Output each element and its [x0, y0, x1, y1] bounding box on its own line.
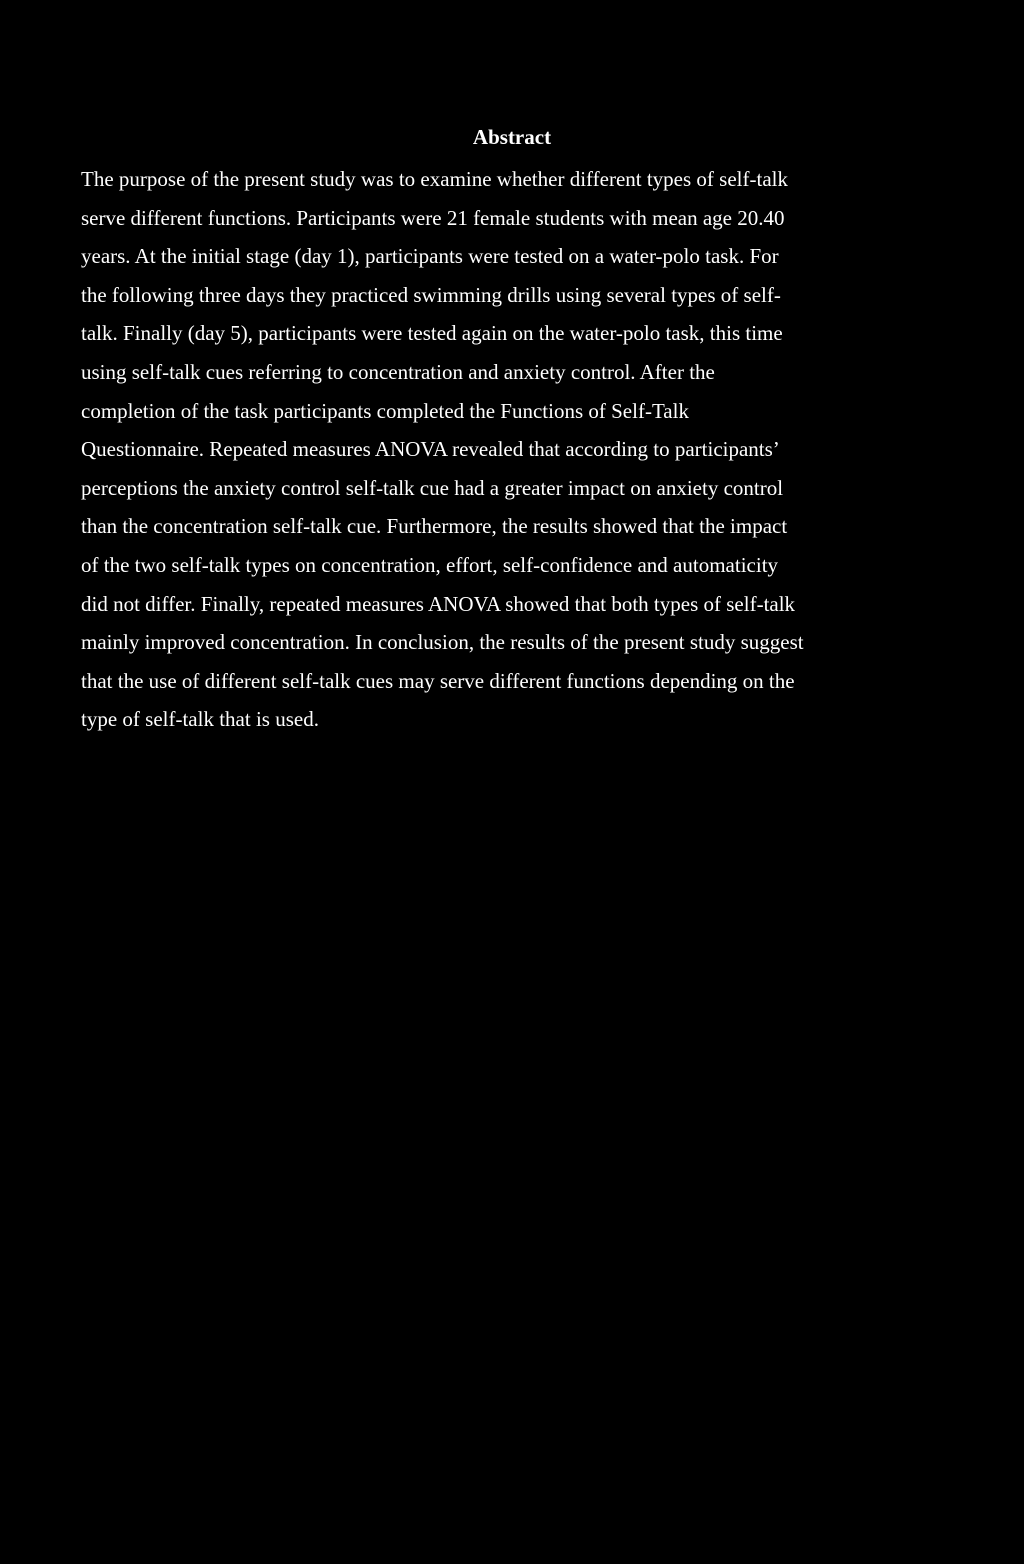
paragraph-line: talk. Finally (day 5), participants were tested again on the water-polo task, this time: [81, 321, 783, 346]
paragraph-line: years. At the initial stage (day 1), participants were tested on a water-polo task. For: [81, 244, 779, 269]
paragraph-line: using self-talk cues referring to concentration and anxiety control. After the: [81, 359, 715, 384]
paragraph-line: completion of the task participants completed the Functions of Self-Talk: [81, 398, 689, 423]
paragraph-line: mainly improved concentration. In conclusion, the results of the present study suggest: [81, 630, 804, 655]
paragraph-line: Questionnaire. Repeated measures ANOVA revealed that according to participants’: [81, 437, 780, 462]
abstract-paragraph: [81, 160, 871, 739]
paragraph-line: perceptions the anxiety control self-talk cue had a greater impact on anxiety control: [81, 475, 784, 500]
abstract-heading: Abstract: [472, 125, 552, 149]
paragraph-line: the following three days they practiced swimming drills using several types of self-: [81, 282, 781, 307]
paragraph-line: did not differ. Finally, repeated measures ANOVA showed that both types of self-talk: [81, 591, 796, 616]
paragraph-line: serve different functions. Participants were 21 female students with mean age 20.40: [81, 205, 785, 230]
paragraph-line: of the two self-talk types on concentration, effort, self-confidence and automaticity: [81, 552, 779, 577]
paragraph-line: type of self-talk that is used.: [81, 707, 319, 732]
paragraph-line: The purpose of the present study was to examine whether different types of self-talk: [81, 167, 788, 191]
paragraph-line: that the use of different self-talk cues may serve different functions depending on the: [81, 668, 795, 693]
paragraph-line: than the concentration self-talk cue. Furthermore, the results showed that the impact: [81, 514, 788, 539]
